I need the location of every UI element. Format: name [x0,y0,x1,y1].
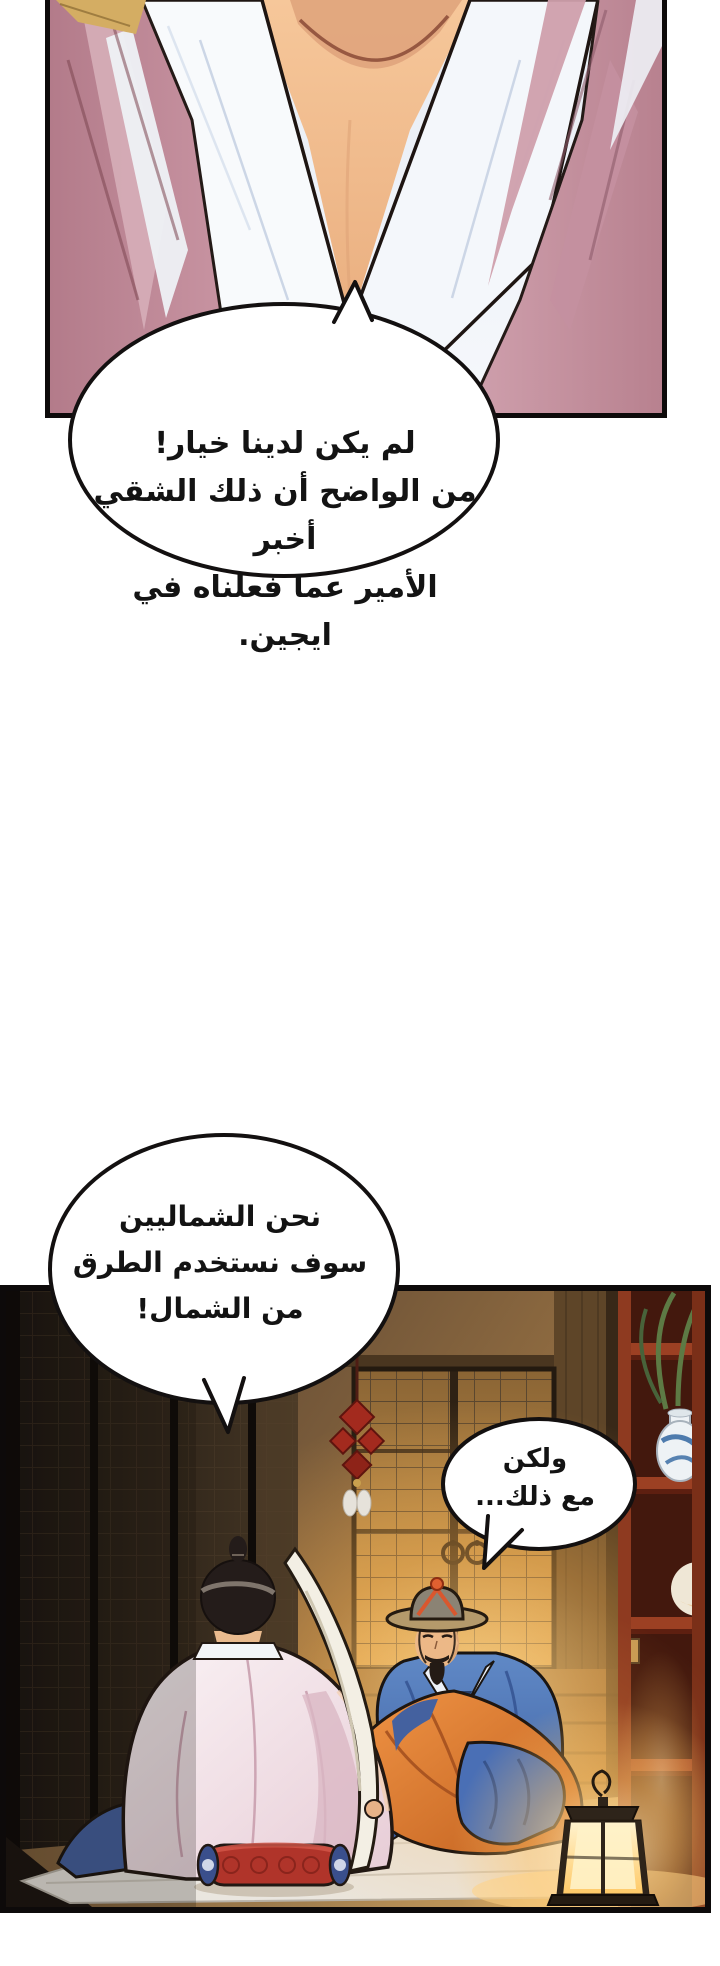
white-collar [194,1643,282,1659]
bubble-text-line: لم يكن لدينا خيار! [154,426,416,461]
speech-bubble-3-text [446,1440,624,1516]
bolster-pillow [194,1845,354,1897]
bubble-text-line: نحن الشماليين [118,1200,322,1233]
hand [365,1800,383,1818]
bottom-panel-art [6,1291,705,1907]
speech-bubble-2-text [45,1194,395,1332]
bubble-text-line: ولكن [502,1444,568,1474]
panel-bottom-scene [0,1285,711,1913]
bubble-text-line: سوف نستخدم الطرق [72,1246,368,1279]
speech-bubble-1-text [90,420,480,660]
bubble-text-line: من الواضح أن ذلك الشقي أخبر [93,474,477,557]
head [201,1560,275,1634]
bubble-text-line: مع ذلك... [475,1482,595,1512]
topknot-hair [229,1536,247,1562]
bubble-text-line: من الشمال! [136,1292,304,1325]
speech-bubble-1-tail [318,274,390,330]
speech-bubble-2-tail [188,1368,264,1440]
bubble-text-line: الأمير عما فعلناه في ايجين. [132,570,438,653]
